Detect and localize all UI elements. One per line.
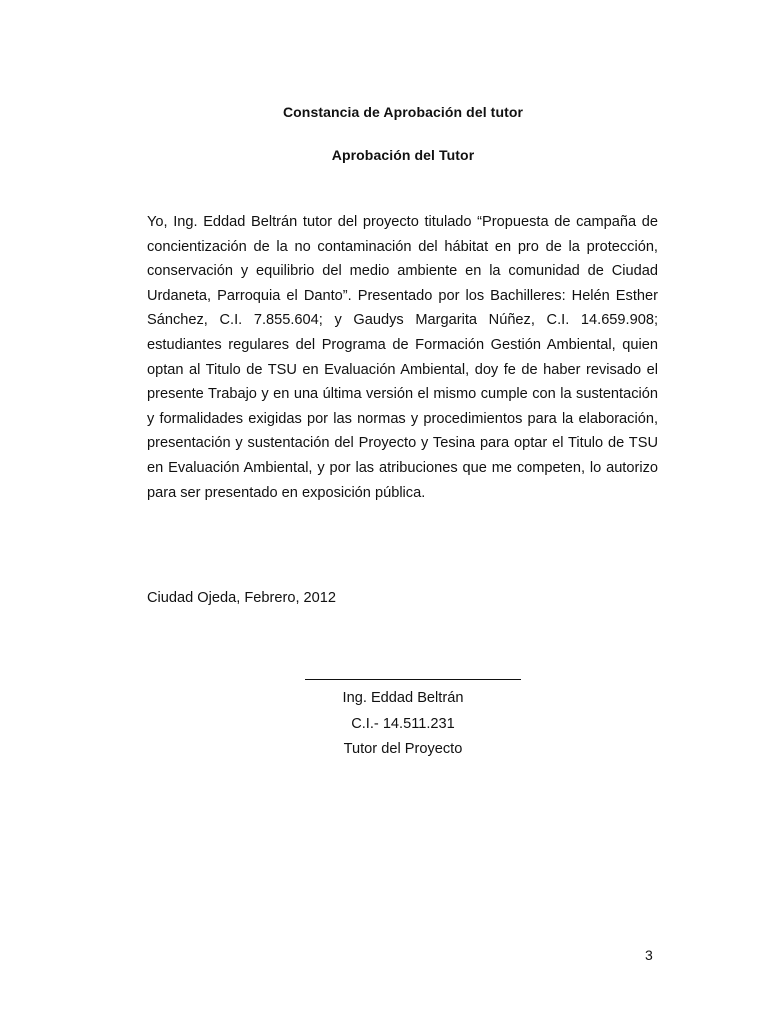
signer-id-number: C.I.- 14.511.231 xyxy=(351,716,455,732)
document-subtitle: Aprobación del Tutor xyxy=(331,147,475,163)
page-number: 3 xyxy=(645,947,653,963)
place-and-date: Ciudad Ojeda, Febrero, 2012 xyxy=(147,590,337,606)
approval-paragraph: Yo, Ing. Eddad Beltrán tutor del proyecto titulado “Propuesta de campaña de concientización de la no contaminación del hábitat en pro de la protección, conservación y equilibrio del medio ambiente en la comunidad de Ciudad Urdaneta, Parroquia el Danto”. Presentado por los Bachilleres: Helén Esther Sánchez, C.I. 7.855.604; y Gaudys Margarita Núñez, C.I. 14.659.908; estudiantes regulares del Programa de Formación Gestión Ambiental, quien optan al Titulo de TSU en Evaluación Ambiental, doy fe de haber revisado el presente Trabajo y en una última versión el mismo cumple con la sustentación y formalidades exigidas por las normas y procedimientos para la elaboración, presentación y sustentación del Proyecto y Tesina para optar el Titulo de TSU en Evaluación Ambiental, y por las atribuciones que me competen, lo autorizo para ser presentado en exposición pública. xyxy=(147,214,658,501)
signature-line xyxy=(305,679,521,680)
document-title: Constancia de Aprobación del tutor xyxy=(282,104,524,120)
signer-role: Tutor del Proyecto xyxy=(343,741,463,757)
signer-name: Ing. Eddad Beltrán xyxy=(342,690,464,706)
